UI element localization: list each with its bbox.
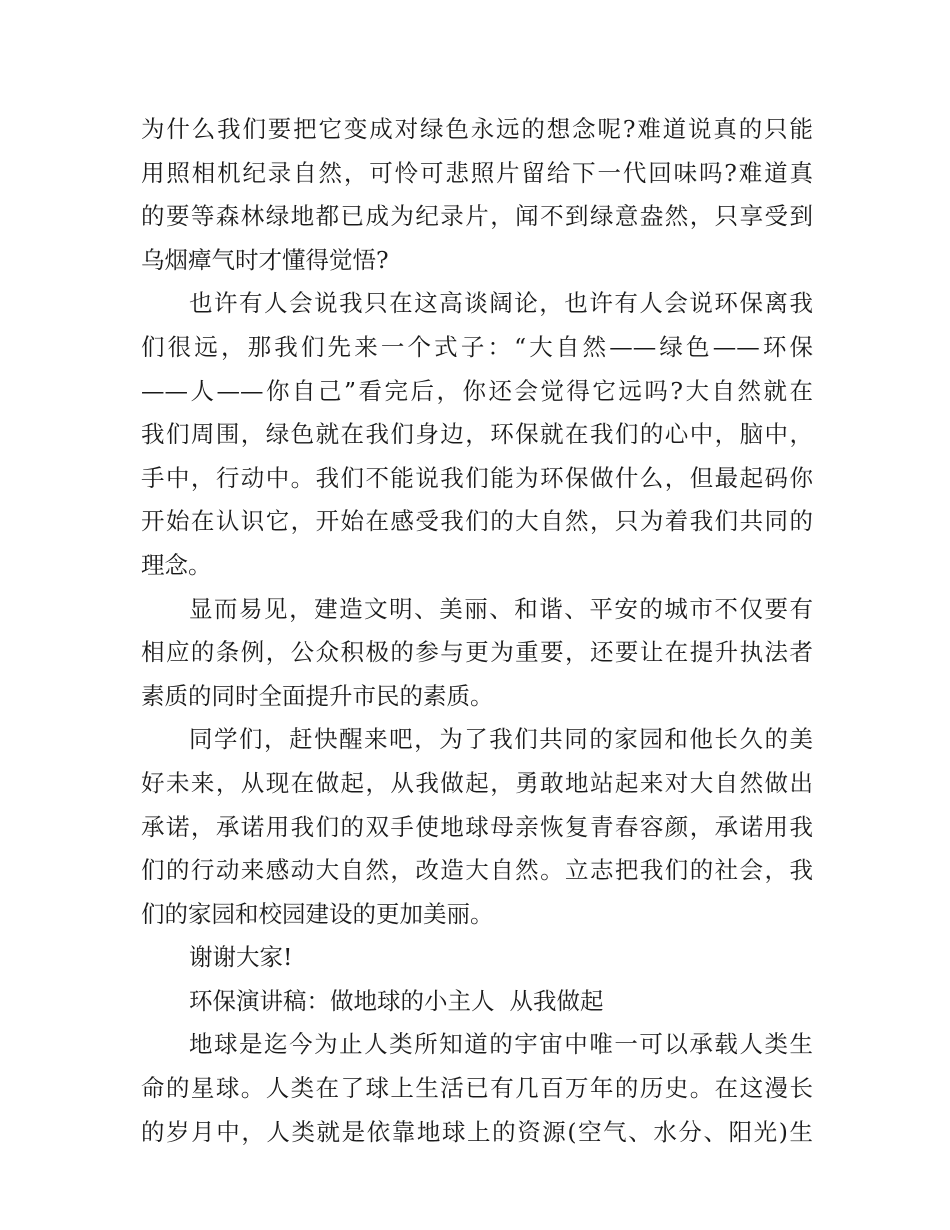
text-line: 谢谢大家! — [189, 943, 293, 972]
text-line: 也许有人会说我只在这高谈阔论，也许有人会说环保离我 — [189, 289, 813, 318]
closing-thanks — [141, 936, 813, 980]
text-line: 承诺，承诺用我们的双手使地球母亲恢复青春容颜，承诺用我 — [141, 812, 813, 841]
text-line: 的要等森林绿地都已成为纪录片，闻不到绿意盎然，只享受到 — [141, 202, 813, 231]
document-body — [141, 108, 813, 1154]
text-line: 相应的条例，公众积极的参与更为重要，还要让在提升执法者 — [141, 638, 813, 667]
text-line: 们很远，那我们先来一个式子：“大自然——绿色——环保 — [141, 332, 813, 361]
text-line: 的岁月中，人类就是依靠地球上的资源(空气、水分、阳光)生 — [141, 1117, 813, 1146]
text-line: 环保演讲稿：做地球的小主人 从我做起 — [189, 986, 604, 1015]
text-line: 同学们，赶快醒来吧，为了我们共同的家园和他长久的美 — [189, 725, 813, 754]
text-line: 乌烟瘴气时才懂得觉悟? — [141, 245, 389, 274]
section-title — [141, 980, 813, 1024]
paragraph — [141, 282, 813, 587]
text-line: 素质的同时全面提升市民的素质。 — [141, 681, 494, 710]
text-line: 显而易见，建造文明、美丽、和谐、平安的城市不仅要有 — [189, 594, 813, 623]
text-line: 命的星球。人类在了球上生活已有几百万年的历史。在这漫长 — [141, 1074, 813, 1103]
text-line: ——人——你自己”看完后，你还会觉得它远吗?大自然就在 — [141, 376, 813, 405]
text-line: 为什么我们要把它变成对绿色永远的想念呢?难道说真的只能 — [141, 115, 813, 143]
text-line: 我们周围，绿色就在我们身边，环保就在我们的心中，脑中， — [141, 420, 813, 449]
text-line: 们的行动来感动大自然，改造大自然。立志把我们的社会，我 — [141, 856, 813, 885]
text-line: 们的家园和校园建设的更加美丽。 — [141, 899, 494, 928]
paragraph — [141, 588, 813, 719]
paragraph-continuation — [141, 108, 813, 282]
text-line: 理念。 — [141, 550, 212, 579]
text-line: 开始在认识它，开始在感受我们的大自然，只为着我们共同的 — [141, 507, 813, 536]
text-line: 好未来，从现在做起，从我做起，勇敢地站起来对大自然做出 — [141, 768, 813, 797]
paragraph — [141, 718, 813, 936]
paragraph — [141, 1023, 813, 1154]
text-line: 用照相机纪录自然，可怜可悲照片留给下一代回味吗?难道真 — [141, 158, 813, 187]
text-line: 地球是迄今为止人类所知道的宇宙中唯一可以承载人类生 — [189, 1030, 813, 1059]
text-line: 手中，行动中。我们不能说我们能为环保做什么，但最起码你 — [141, 463, 813, 492]
